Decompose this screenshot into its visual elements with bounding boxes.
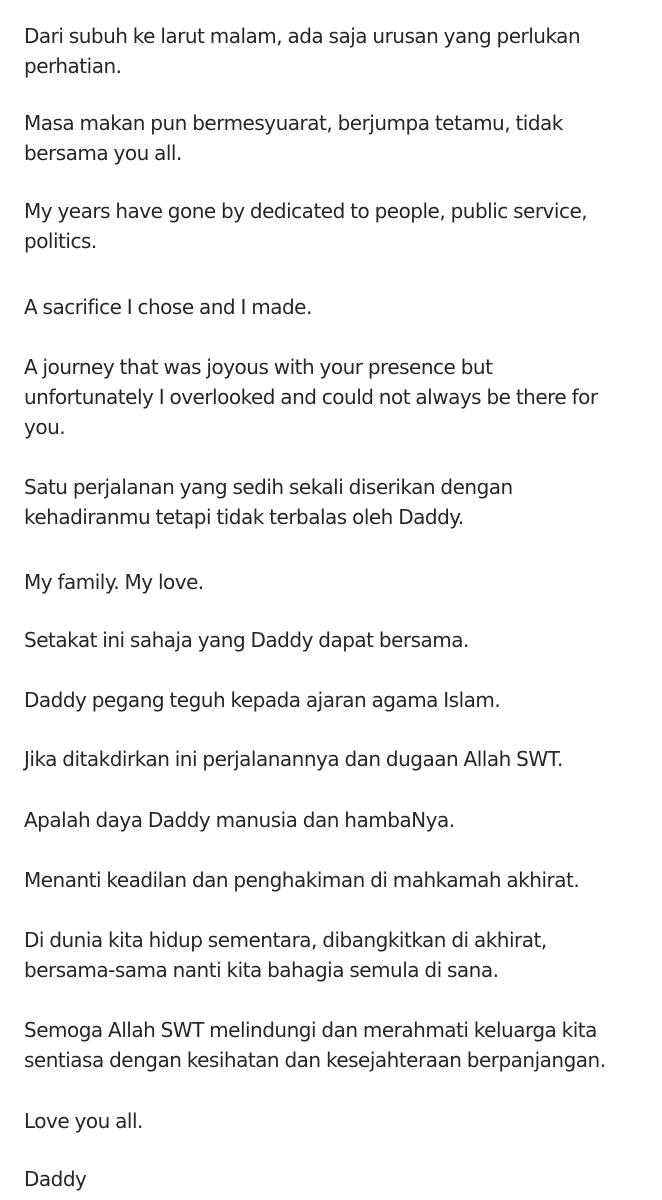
paragraph <box>24 472 654 532</box>
paragraph-line: politics. <box>24 229 97 253</box>
paragraph-line: Apalah daya Daddy manusia dan hambaNya. <box>24 808 455 832</box>
paragraph <box>24 805 654 835</box>
paragraph-line: Daddy <box>24 1167 87 1191</box>
paragraph <box>24 292 654 322</box>
paragraph-line: you. <box>24 415 66 439</box>
paragraph <box>24 1106 654 1136</box>
paragraph <box>24 108 654 168</box>
paragraph-line: A sacrifice I chose and I made. <box>24 295 312 319</box>
paragraph-line: Dari subuh ke larut malam, ada saja urusan yang perlukan <box>24 24 581 48</box>
paragraph <box>24 744 654 774</box>
paragraph <box>24 196 654 256</box>
paragraph-line: My years have gone by dedicated to people, public service, <box>24 199 588 223</box>
paragraph <box>24 625 654 655</box>
signature-name <box>24 1164 654 1194</box>
paragraph-line: Setakat ini sahaja yang Daddy dapat bersama. <box>24 628 469 652</box>
paragraph-line: Masa makan pun bermesyuarat, berjumpa tetamu, tidak <box>24 111 563 135</box>
paragraph-line: bersama you all. <box>24 141 182 165</box>
paragraph <box>24 352 654 442</box>
paragraph-line: Jika ditakdirkan ini perjalanannya dan dugaan Allah SWT. <box>24 747 563 771</box>
paragraph-line: A journey that was joyous with your presence but <box>24 355 493 379</box>
paragraph-line: My family. My love. <box>24 570 204 594</box>
paragraph-line: sentiasa dengan kesihatan dan kesejahteraan berpanjangan. <box>24 1048 606 1072</box>
paragraph <box>24 1015 654 1075</box>
paragraph-line: Menanti keadilan dan penghakiman di mahkamah akhirat. <box>24 868 580 892</box>
paragraph-line: Semoga Allah SWT melindungi dan merahmati keluarga kita <box>24 1018 597 1042</box>
paragraph-line: Daddy pegang teguh kepada ajaran agama Islam. <box>24 688 501 712</box>
paragraph-line: unfortunately I overlooked and could not always be there for <box>24 385 598 409</box>
paragraph-line: Satu perjalanan yang sedih sekali diserikan dengan <box>24 475 513 499</box>
paragraph <box>24 567 654 597</box>
paragraph-line: perhatian. <box>24 54 122 78</box>
paragraph-line: kehadiranmu tetapi tidak terbalas oleh Daddy. <box>24 505 464 529</box>
paragraph <box>24 865 654 895</box>
paragraph <box>24 925 654 985</box>
paragraph-line: Love you all. <box>24 1109 143 1133</box>
paragraph <box>24 21 654 81</box>
paragraph-line: bersama-sama nanti kita bahagia semula di sana. <box>24 958 499 982</box>
paragraph-line: Di dunia kita hidup sementara, dibangkitkan di akhirat, <box>24 928 547 952</box>
paragraph <box>24 685 654 715</box>
